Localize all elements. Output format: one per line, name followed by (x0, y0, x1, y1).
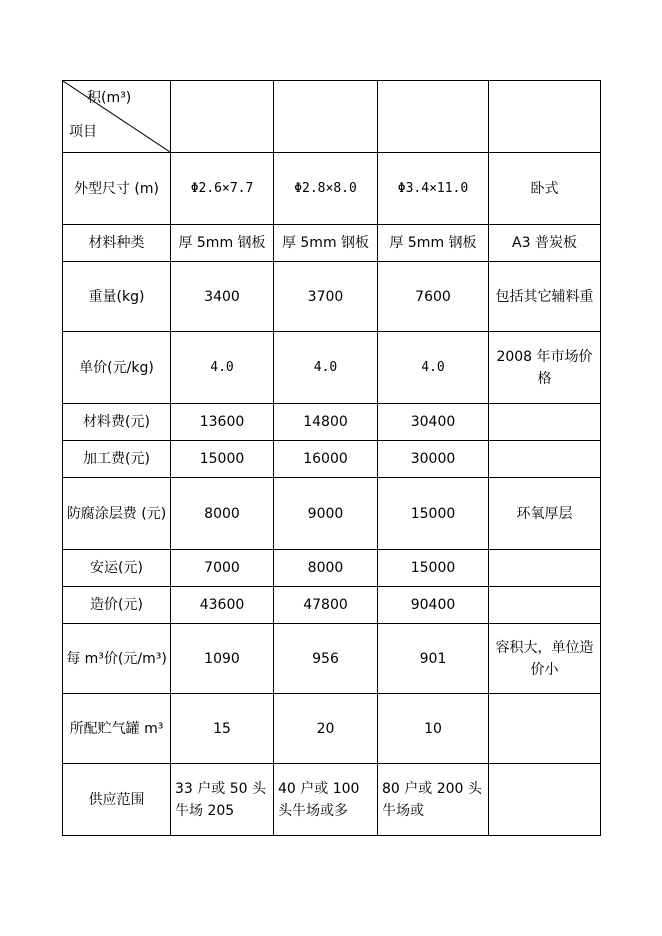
row-label: 单价(元/kg) (63, 332, 171, 404)
cost-table (62, 80, 601, 836)
cell-c3: 15000 (378, 550, 489, 587)
cell-c3: 厚 5mm 钢板 (378, 225, 489, 262)
cell-c3: 10 (378, 694, 489, 764)
cell-note (489, 587, 601, 624)
cell-c3: 4.0 (378, 332, 489, 404)
cell-note (489, 404, 601, 441)
table-row (63, 694, 601, 764)
row-label: 加工费(元) (63, 441, 171, 478)
table-row (63, 404, 601, 441)
header-row (63, 81, 601, 153)
header-col-4 (489, 81, 601, 153)
row-label: 材料费(元) (63, 404, 171, 441)
cell-note: 卧式 (489, 153, 601, 225)
cell-c2: 16000 (274, 441, 378, 478)
cell-note: 包括其它辅料重 (489, 262, 601, 332)
cell-c2: 厚 5mm 钢板 (274, 225, 378, 262)
cell-c1: 43600 (171, 587, 274, 624)
cell-c1: 1090 (171, 624, 274, 694)
header-col-3 (378, 81, 489, 153)
cell-c1: 7000 (171, 550, 274, 587)
table-row (63, 624, 601, 694)
cell-c1: 15 (171, 694, 274, 764)
cell-c2: 9000 (274, 478, 378, 550)
diagonal-header-cell (63, 81, 171, 153)
cell-note (489, 764, 601, 836)
table-row (63, 441, 601, 478)
cell-c2: 47800 (274, 587, 378, 624)
cell-c2: Φ2.8×8.0 (274, 153, 378, 225)
cell-note: 容积大，单位造价小 (489, 624, 601, 694)
row-label: 所配贮气罐 m³ (63, 694, 171, 764)
cell-c3: Φ3.4×11.0 (378, 153, 489, 225)
row-label: 每 m³价(元/m³) (63, 624, 171, 694)
cell-c3: 30400 (378, 404, 489, 441)
cell-c1: 厚 5mm 钢板 (171, 225, 274, 262)
cell-c2: 956 (274, 624, 378, 694)
table-row (63, 764, 601, 836)
header-col-1 (171, 81, 274, 153)
row-label: 重量(kg) (63, 262, 171, 332)
cell-c3: 15000 (378, 478, 489, 550)
table-row (63, 332, 601, 404)
cell-c3: 30000 (378, 441, 489, 478)
cell-c3: 901 (378, 624, 489, 694)
row-label: 外型尺寸 (m) (63, 153, 171, 225)
cell-note: 环氧厚层 (489, 478, 601, 550)
cell-c2: 8000 (274, 550, 378, 587)
cell-c1: Φ2.6×7.7 (171, 153, 274, 225)
table-row (63, 478, 601, 550)
cell-c1: 3400 (171, 262, 274, 332)
cell-c1: 33 户或 50 头牛场 205 (171, 764, 274, 836)
row-label: 造价(元) (63, 587, 171, 624)
cell-c2: 20 (274, 694, 378, 764)
table-row (63, 262, 601, 332)
cell-c3: 80 户或 200 头牛场或 (378, 764, 489, 836)
cell-c3: 7600 (378, 262, 489, 332)
cell-note: A3 普炭板 (489, 225, 601, 262)
cell-c1: 8000 (171, 478, 274, 550)
cell-c1: 4.0 (171, 332, 274, 404)
header-item-label: 项目 (69, 124, 97, 140)
row-label: 材料种类 (63, 225, 171, 262)
cell-c2: 40 户或 100 头牛场或多 (274, 764, 378, 836)
cell-c2: 4.0 (274, 332, 378, 404)
table-row (63, 550, 601, 587)
cell-c2: 3700 (274, 262, 378, 332)
row-label: 防腐涂层费 (元) (63, 478, 171, 550)
table-row (63, 587, 601, 624)
header-volume-label: 积(m³) (87, 90, 132, 106)
cell-c3: 90400 (378, 587, 489, 624)
cell-c1: 13600 (171, 404, 274, 441)
cell-note: 2008 年市场价格 (489, 332, 601, 404)
row-label: 安运(元) (63, 550, 171, 587)
cell-c1: 15000 (171, 441, 274, 478)
table-row (63, 225, 601, 262)
row-label: 供应范围 (63, 764, 171, 836)
cell-note (489, 694, 601, 764)
header-col-2 (274, 81, 378, 153)
cell-note (489, 550, 601, 587)
table-row (63, 153, 601, 225)
cell-c2: 14800 (274, 404, 378, 441)
cell-note (489, 441, 601, 478)
